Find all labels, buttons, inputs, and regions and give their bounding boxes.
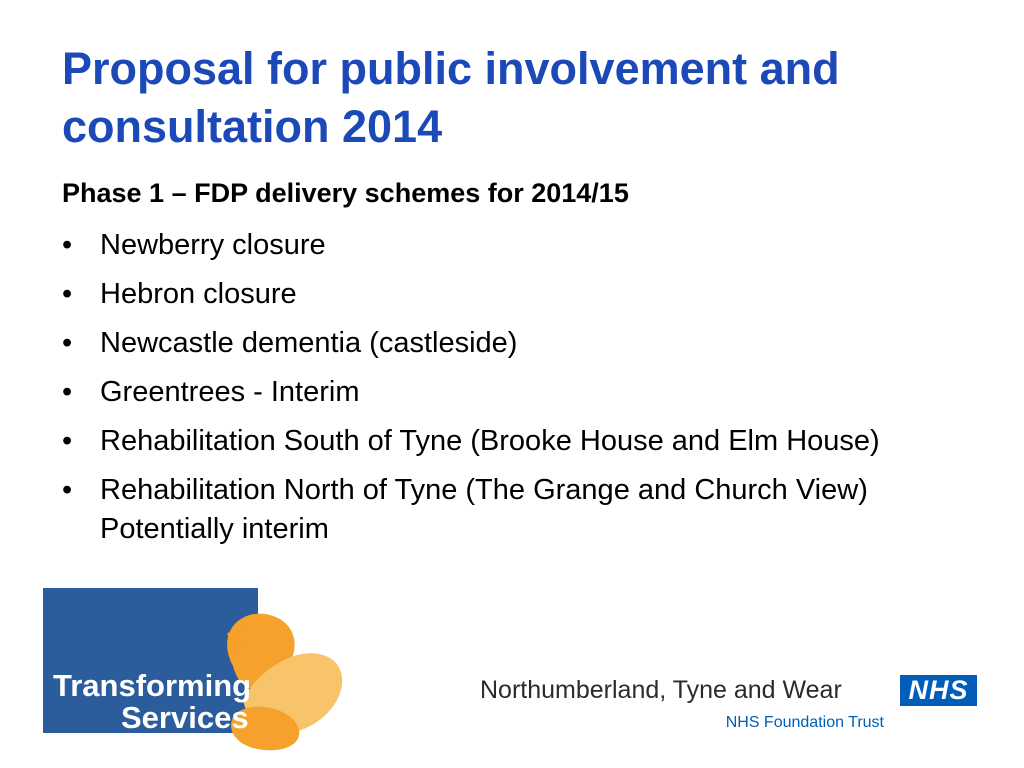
bullet-text: Rehabilitation South of Tyne (Brooke House and Elm House) [100,425,880,457]
slide-subtitle: Phase 1 – FDP delivery schemes for 2014/15 [62,178,629,208]
bullet-text: Newcastle dementia (castleside) [100,327,518,359]
bullet-item [62,471,942,549]
bullet-marker: • [62,327,73,359]
logo-text-line2: Services [121,700,249,735]
bullet-item [62,275,942,314]
bullet-item [62,324,942,363]
bullet-marker: • [62,474,73,506]
transforming-services-logo-graphic [43,588,343,753]
bullet-text: Newberry closure [100,229,326,261]
nhs-organisation-name: Northumberland, Tyne and Wear [480,676,842,704]
nhs-trust-logo [480,672,980,738]
transforming-services-logo [43,588,343,753]
nhs-foundation-trust-text: NHS Foundation Trust [725,714,884,731]
bullet-text: Hebron closure [100,278,297,310]
slide-title: Proposal for public involvement and consultation 2014 [62,43,840,152]
bullet-item [62,226,942,265]
bullet-item [62,422,942,461]
nhs-badge: NHS [900,675,977,706]
bullet-text: Greentrees - Interim [100,376,360,408]
bullet-marker: • [62,229,73,261]
logo-text-line1: Transforming [53,668,252,703]
bullet-marker: • [62,278,73,310]
bullet-marker: • [62,425,73,457]
bullet-item [62,373,942,412]
bullet-marker: • [62,376,73,408]
bullet-text: Rehabilitation North of Tyne (The Grange and Church View) Potentially interim [100,474,868,545]
bullet-list [62,226,942,559]
